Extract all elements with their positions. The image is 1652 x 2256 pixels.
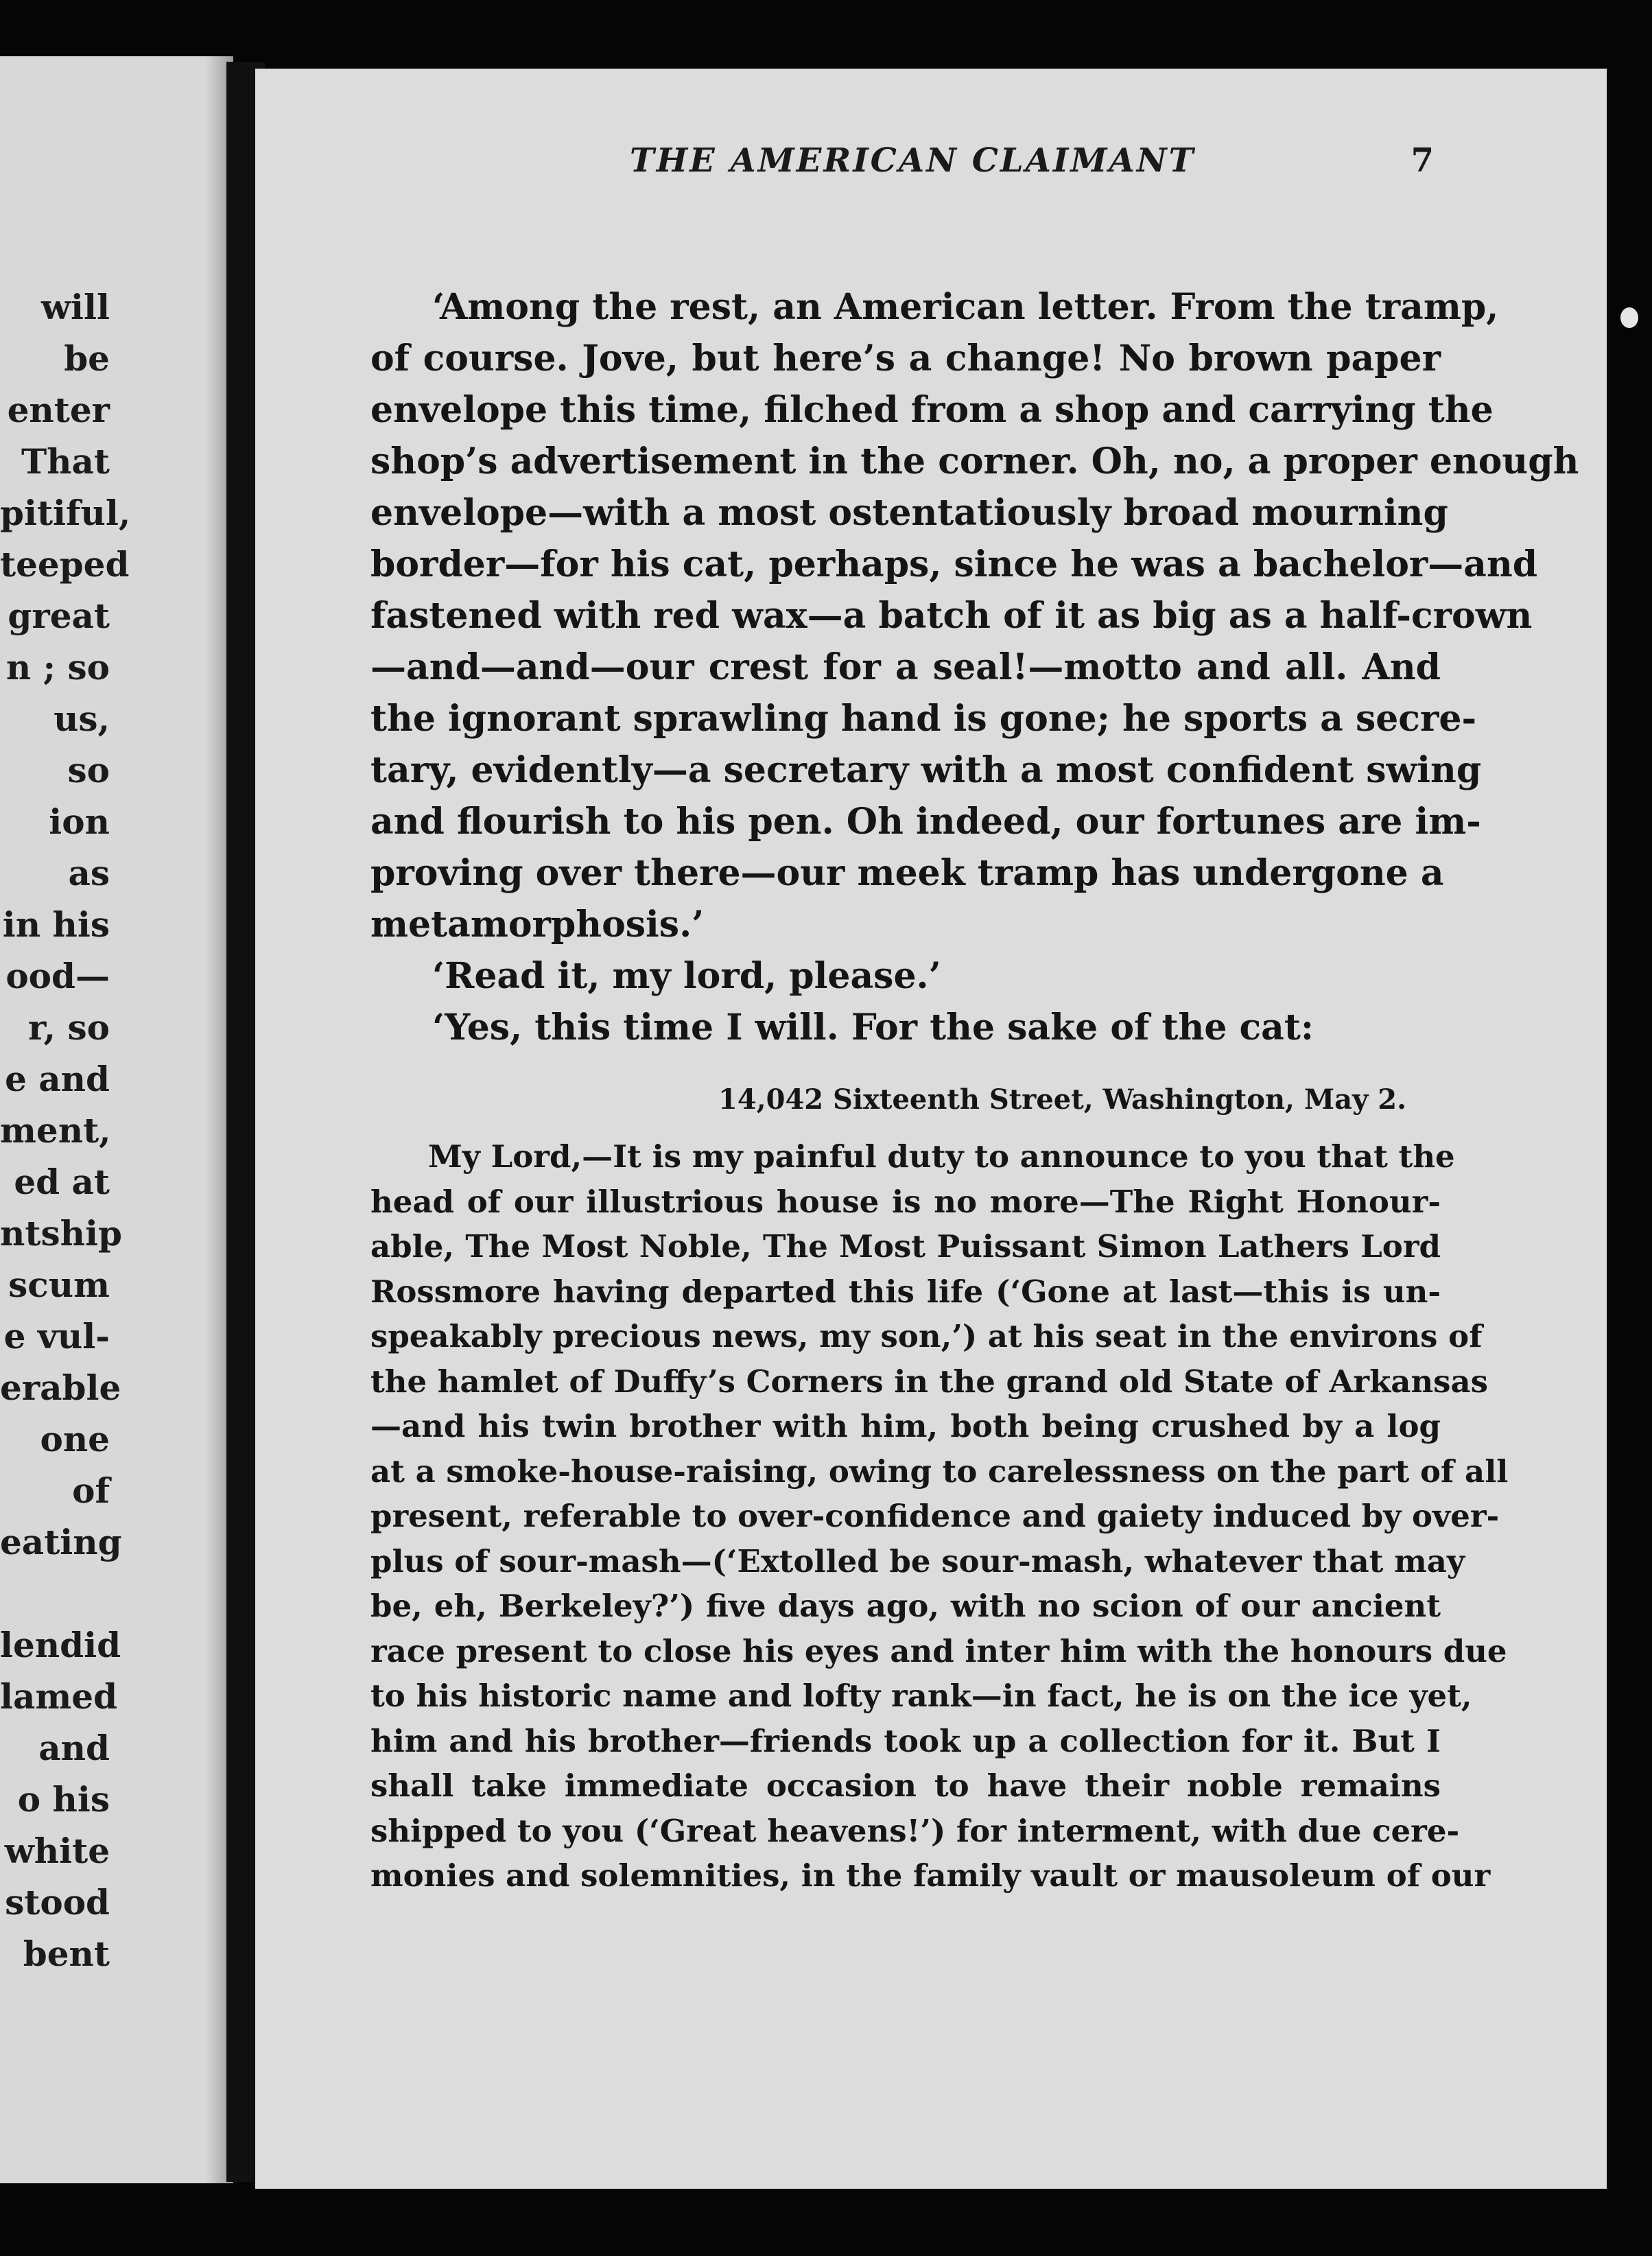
- left-page-line: That: [21, 441, 110, 482]
- running-header: [370, 141, 1434, 189]
- text-line: proving over there—our meek tramp has undergone a: [370, 852, 1444, 894]
- letter-line: Rossmore having departed this life (‘Gone at last—this is un-: [370, 1273, 1441, 1310]
- letter-line: be, eh, Berkeley?’) five days ago, with no scion of our ancient: [370, 1588, 1441, 1624]
- text-line: ‘Yes, this time I will. For the sake of the cat:: [432, 1007, 1314, 1048]
- text-line: border—for his cat, perhaps, since he was a bachelor—and: [370, 543, 1538, 585]
- scan-edge-mark: [1620, 307, 1638, 328]
- left-page-line: lendid: [0, 1625, 121, 1665]
- left-page-line: lamed: [0, 1676, 118, 1717]
- letter-address: 14,042 Sixteenth Street, Washington, May 2.: [718, 1083, 1406, 1116]
- left-page-line: and: [38, 1728, 110, 1768]
- letter-line: at a smoke-house-raising, owing to carelessness on the part of all: [370, 1453, 1509, 1490]
- letter-line: head of our illustrious house is no more—The Right Honour-: [370, 1183, 1441, 1220]
- text-line: —and—and—our crest for a seal!—motto and all. And: [370, 646, 1441, 688]
- left-page-line: e vul-: [3, 1316, 110, 1356]
- left-page-line: ion as: [49, 801, 110, 893]
- left-page-line: one of: [40, 1419, 110, 1511]
- letter-line: to his historic name and lofty rank—in fact, he is on the ice yet,: [370, 1678, 1472, 1714]
- text-line: ‘Among the rest, an American letter. From the tramp,: [432, 286, 1499, 328]
- letter-line: —and his twin brother with him, both being crushed by a log: [370, 1408, 1441, 1444]
- letter-line: My Lord,—It is my painful duty to announce to you that the: [428, 1138, 1455, 1175]
- left-page-line: e and: [5, 1059, 110, 1099]
- left-page-line: ed at: [14, 1162, 110, 1202]
- letter-line: him and his brother—friends took up a collection for it. But I: [370, 1722, 1441, 1759]
- left-page-line: ntship: [0, 1213, 122, 1254]
- text-line: envelope—with a most ostentatiously broad mourning: [370, 492, 1448, 534]
- letter-line: the hamlet of Duffy’s Corners in the grand old State of Arkansas: [370, 1363, 1489, 1400]
- letter-line: shipped to you (‘Great heavens!’) for interment, with due cere-: [370, 1812, 1460, 1849]
- narrative-text: [370, 281, 1579, 1053]
- letter-line: shall take immediate occasion to have their noble remains: [370, 1767, 1441, 1804]
- letter-line: speakably precious news, my son,’) at his seat in the environs of: [370, 1318, 1483, 1354]
- letter-text: [370, 1134, 1509, 1899]
- left-page-line: great: [8, 596, 110, 636]
- left-page-line: in his: [2, 904, 110, 945]
- text-line: fastened with red wax—a batch of it as big as a half-crown: [370, 595, 1533, 637]
- left-page-line: o his: [17, 1779, 110, 1820]
- left-page-line: enter: [7, 390, 110, 430]
- letter-line: monies and solemnities, in the family vault or mausoleum of our: [370, 1857, 1491, 1894]
- letter-line: able, The Most Noble, The Most Puissant Simon Lathers Lord: [370, 1228, 1441, 1265]
- text-line: metamorphosis.’: [370, 904, 705, 945]
- left-page-line: bent: [23, 1934, 110, 1974]
- left-page-line: us, so: [54, 698, 110, 790]
- left-page-line: pitiful,: [0, 493, 131, 533]
- left-page-line: stood: [5, 1882, 110, 1923]
- left-page-line: will be: [40, 287, 110, 379]
- text-line: tary, evidently—a secretary with a most confident swing: [370, 749, 1482, 791]
- text-line: shop’s advertisement in the corner. Oh, no, a proper enough: [370, 440, 1579, 482]
- text-line: the ignorant sprawling hand is gone; he sports a secre-: [370, 698, 1477, 740]
- left-page-line: white: [4, 1831, 110, 1871]
- previous-page-fragment: [0, 56, 233, 2183]
- left-page-line: eating: [0, 1522, 122, 1562]
- previous-page-text: [0, 281, 131, 1979]
- running-title: THE AMERICAN CLAIMANT: [630, 141, 1196, 180]
- letter-line: present, referable to over-confidence and gaiety induced by over-: [370, 1498, 1500, 1534]
- left-page-line: n ; so: [5, 647, 110, 688]
- left-page-line: ment,: [0, 1110, 111, 1151]
- page-body: [370, 281, 1579, 1899]
- text-line: of course. Jove, but here’s a change! No brown paper: [370, 338, 1441, 379]
- letter-line: plus of sour-mash—(‘Extolled be sour-mash, whatever that may: [370, 1542, 1465, 1579]
- left-page-line: ood—: [5, 956, 110, 996]
- paragraph-gap: [0, 1568, 110, 1619]
- text-line: envelope this time, filched from a shop and carrying the: [370, 389, 1494, 431]
- text-line: ‘Read it, my lord, please.’: [432, 955, 941, 997]
- page-number: 7: [1411, 141, 1434, 180]
- letter-line: race present to close his eyes and inter him with the honours due: [370, 1632, 1507, 1669]
- left-page-line: teeped: [0, 544, 130, 585]
- left-page-line: scum: [8, 1265, 110, 1305]
- text-line: and flourish to his pen. Oh indeed, our fortunes are im-: [370, 801, 1481, 843]
- left-page-line: erable: [0, 1367, 121, 1408]
- left-page-line: r, so: [27, 1007, 110, 1048]
